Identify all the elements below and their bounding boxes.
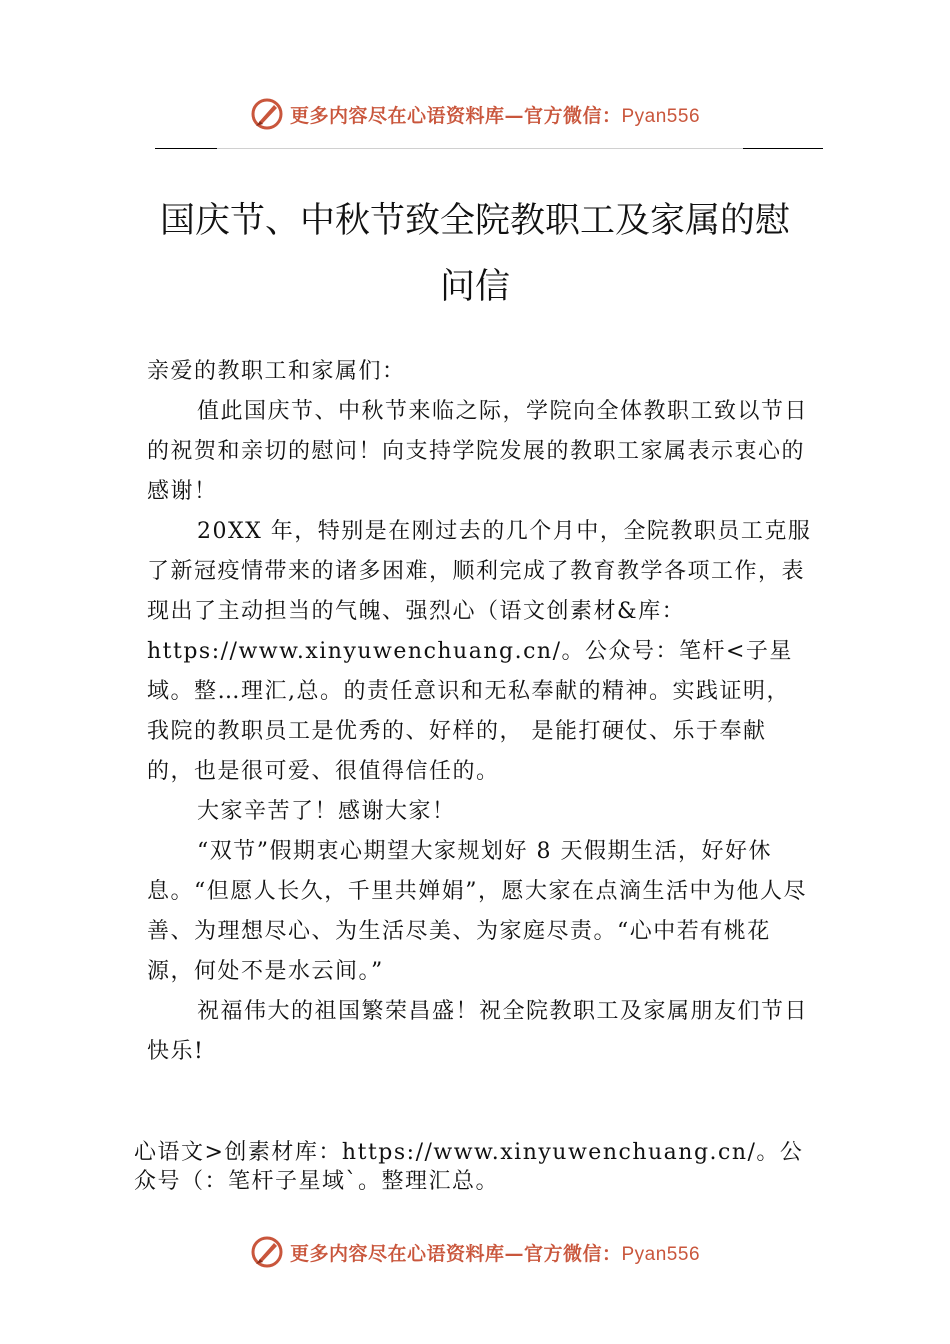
paragraph-3: 大家辛苦了！感谢大家！: [197, 799, 456, 824]
letter-body: [147, 352, 812, 1072]
footer-wechat-id: Pyan556: [621, 1243, 701, 1265]
paragraph-2: 20XX 年，特别是在刚过去的几个月中，全院教职员工克服了新冠疫情带来的诸多困难，顺利完成了教育教学各项工作，表现出了主动担当的气魄、强烈心（语文创素材&库：https://www.xinyuwenchuang.cn/。公众号：笔杆<子星域。整…理汇,总。的责任意识和无私奉献的精神。实践证明，我院的教职员工是优秀的、好样的， 是能打硬仗、乐于奉献的，也是很可爱、很值得信任的。: [147, 519, 812, 784]
quill-pen-logo-icon: [250, 1235, 284, 1269]
footer-banner: [0, 1232, 950, 1272]
footer-banner-text: [290, 1239, 700, 1266]
header-rule-left: [155, 148, 217, 149]
header-banner-label: 更多内容尽在心语资料库—官方微信：: [289, 104, 622, 127]
header-banner-text: [290, 101, 700, 128]
source-note: 心语文>创素材库：https://www.xinyuwenchuang.cn/。公众号（：笔杆子星域`。整理汇总。: [134, 1140, 804, 1194]
document-title: [150, 188, 800, 320]
header-wechat-id: Pyan556: [621, 105, 701, 127]
header-rule-right: [743, 148, 823, 149]
header-banner: [0, 94, 950, 134]
header-rule-middle: [217, 148, 743, 149]
paragraph-1: 值此国庆节、中秋节来临之际，学院向全体教职工致以节日的祝贺和亲切的慰问！向支持学院发展的教职工家属表示衷心的感谢！: [147, 399, 809, 504]
paragraph-4: “双节”假期衷心期望大家规划好 8 天假期生活，好好休息。“但愿人长久，千里共婵娟”，愿大家在点滴生活中为他人尽善、为理想尽心、为生活尽美、为家庭尽责。“心中若有桃花源，何处不是水云间。”: [147, 839, 807, 984]
footer-banner-label: 更多内容尽在心语资料库—官方微信：: [289, 1242, 622, 1265]
title-line-1: 国庆节、中秋节致全院教职工及家属的慰: [159, 201, 790, 241]
quill-pen-logo-icon: [250, 97, 284, 131]
paragraph-5: 祝福伟大的祖国繁荣昌盛！祝全院教职工及家属朋友们节日快乐!: [147, 999, 809, 1064]
title-line-2: 问信: [439, 267, 510, 307]
salutation: 亲爱的教职工和家属们：: [147, 359, 406, 384]
